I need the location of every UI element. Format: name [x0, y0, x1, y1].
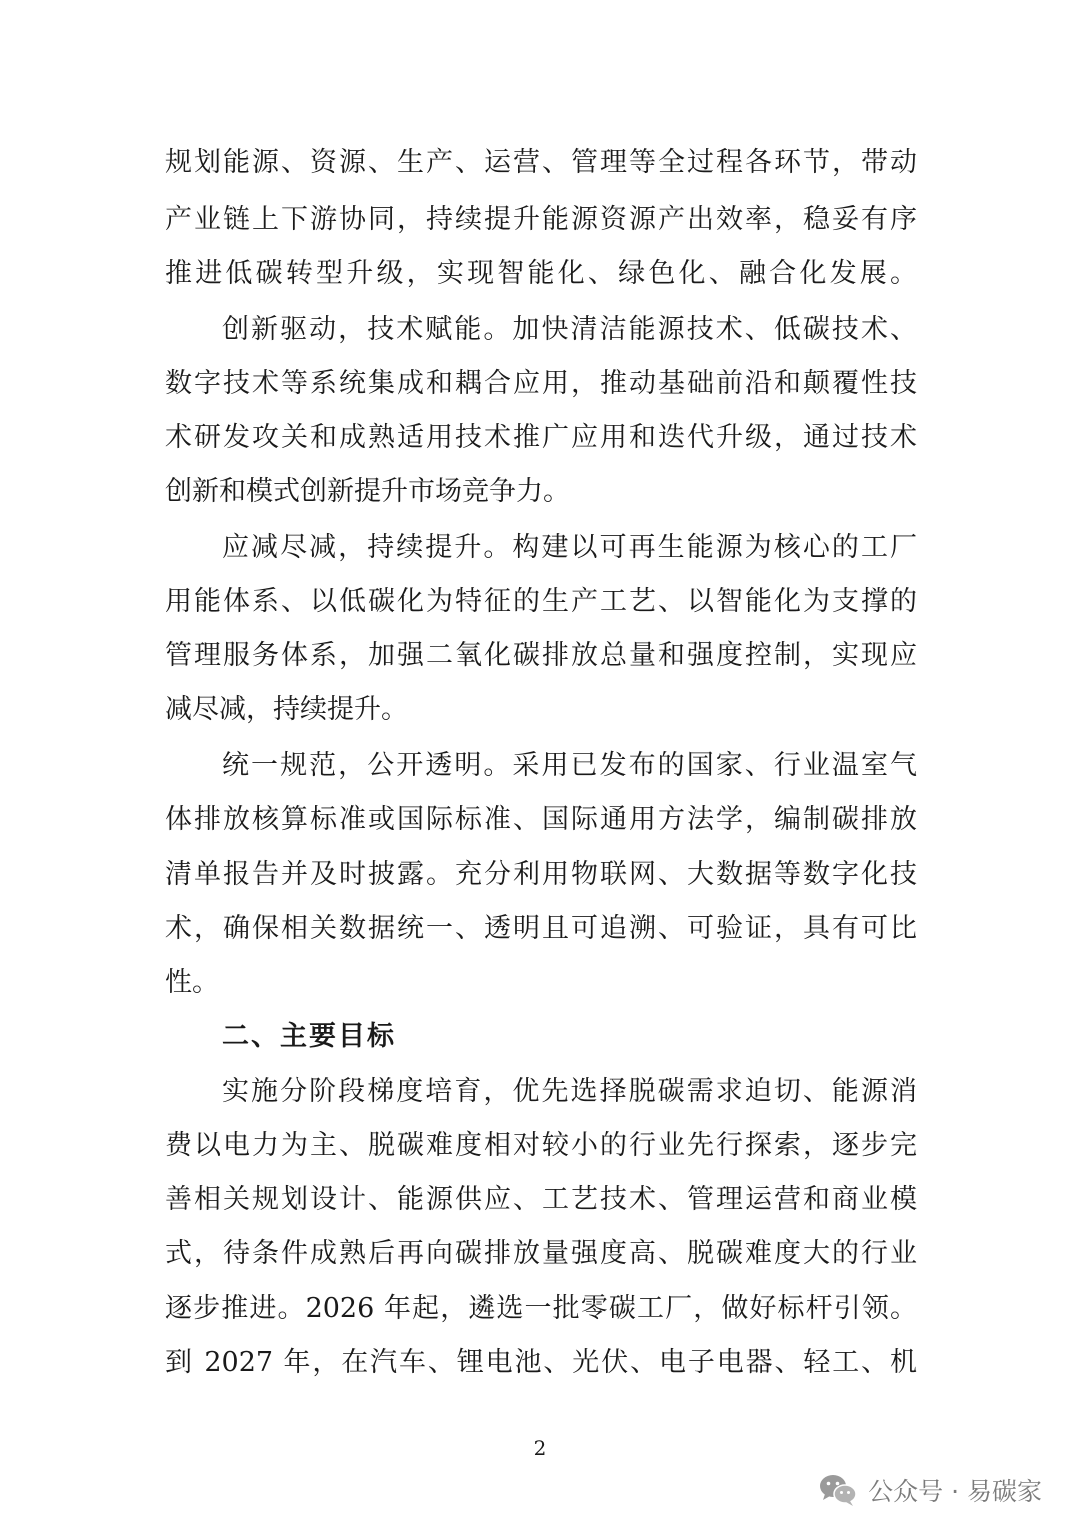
text-line: 产业链上下游协同，持续提升能源资源产出效率，稳妥有序: [165, 204, 917, 235]
text-line: 善相关规划设计、能源供应、工艺技术、管理运营和商业模: [165, 1184, 917, 1215]
text-line: 清单报告并及时披露。充分利用物联网、大数据等数字化技: [165, 859, 917, 890]
text-line: 术，确保相关数据统一、透明且可追溯、可验证，具有可比: [165, 913, 917, 944]
page-number: 2: [533, 1436, 547, 1460]
text-line: 式，待条件成熟后再向碳排放量强度高、脱碳难度大的行业: [165, 1238, 917, 1269]
watermark: [818, 1470, 1042, 1510]
wechat-icon: [818, 1473, 858, 1507]
watermark-text: 公众号 · 易碳家: [868, 1477, 1042, 1506]
text-line: 管理服务体系，加强二氧化碳排放总量和强度控制，实现应: [165, 640, 917, 671]
text-line: 性。: [165, 967, 219, 998]
text-line: 费以电力为主、脱碳难度相对较小的行业先行探索，逐步完: [165, 1130, 917, 1161]
text-line: 创新和模式创新提升市场竞争力。: [165, 476, 570, 507]
text-line: 推进低碳转型升级，实现智能化、绿色化、融合化发展。: [165, 258, 917, 289]
text-line: 规划能源、资源、生产、运营、管理等全过程各环节，带动: [165, 147, 917, 178]
text-line: 数字技术等系统集成和耦合应用，推动基础前沿和颠覆性技: [165, 368, 917, 399]
section-heading: 二、主要目标: [222, 1021, 396, 1052]
paragraph-lead-line: 应减尽减，持续提升。构建以可再生能源为核心的工厂: [222, 532, 917, 563]
text-line: 术研发攻关和成熟适用技术推广应用和迭代升级，通过技术: [165, 422, 917, 453]
text-line: 逐步推进。2026 年起，遴选一批零碳工厂，做好标杆引领。: [165, 1293, 917, 1324]
paragraph-lead-line: 实施分阶段梯度培育，优先选择脱碳需求迫切、能源消: [222, 1076, 917, 1107]
paragraph-lead-line: 统一规范，公开透明。采用已发布的国家、行业温室气: [222, 750, 917, 781]
text-line: 用能体系、以低碳化为特征的生产工艺、以智能化为支撑的: [165, 586, 917, 617]
text-line: 体排放核算标准或国际标准、国际通用方法学，编制碳排放: [165, 804, 917, 835]
paragraph-lead-line: 创新驱动，技术赋能。加快清洁能源技术、低碳技术、: [222, 314, 917, 345]
text-line: 减尽减，持续提升。: [165, 694, 408, 725]
text-line: 到 2027 年，在汽车、锂电池、光伏、电子电器、轻工、机: [165, 1347, 917, 1378]
